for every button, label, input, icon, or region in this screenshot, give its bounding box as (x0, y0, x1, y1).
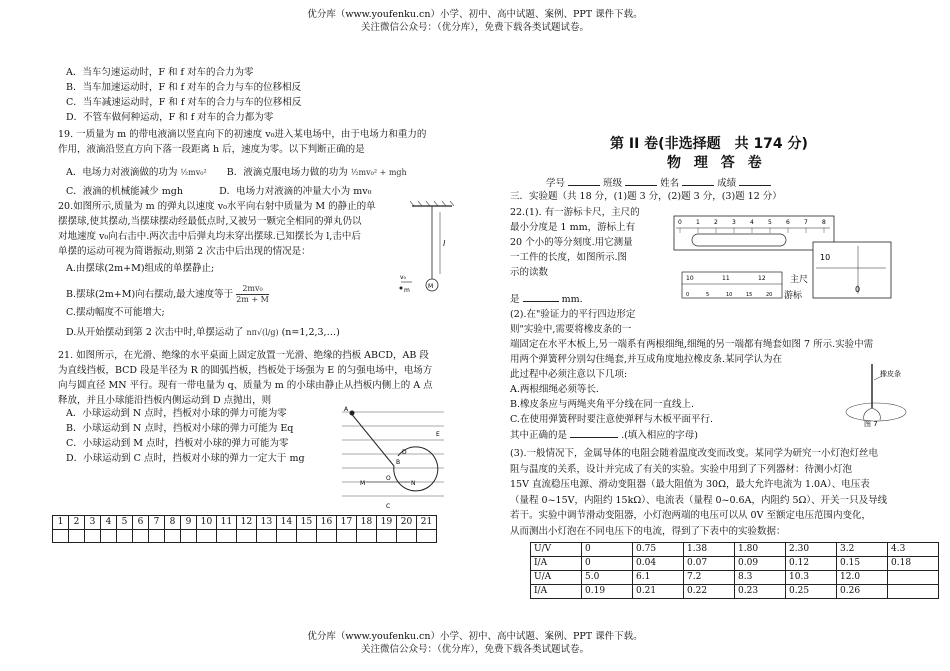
q21-line-2: 为直线挡板，BCD 段是半径为 R 的圆弧挡板，挡板处于场强为 E 的匀强电场中，电场方 (58, 365, 433, 376)
caliper-tick-8: 8 (822, 219, 826, 226)
answer-cell[interactable] (117, 530, 133, 543)
q22-3-line-6: 从而测出小灯泡在不同电压下的电流，得到了下表中的实验数据： (510, 525, 786, 537)
student-id-label: 学号 (546, 178, 566, 189)
answer-cell[interactable] (69, 530, 85, 543)
header-line-2: 关注微信公众号：（优分库），免费下载各类试题试卷。 (360, 22, 589, 33)
table-cell (888, 571, 939, 585)
q20-line-1: 20.如图所示,质量为 m 的弹丸以速度 v₀水平向右射中质量为 M 的静止的单 (58, 201, 376, 212)
data-table (530, 542, 939, 599)
table-cell: 2.30 (786, 543, 837, 557)
point-O: O (386, 475, 391, 482)
answer-number: 21 (417, 516, 437, 530)
q22-3-line-3: 15V 直流稳压电源、滑动变阻器（最大阻值为 30Ω，最大允许电流为 1.0A）、电压表 (510, 479, 870, 490)
barrier-field-figure (340, 404, 448, 510)
q19-line-1: 19. 一质量为 m 的带电液滴以竖直向下的初速度 v₀进入某电场中，由于电场力和重力的 (58, 129, 427, 140)
label-M: M (428, 283, 434, 290)
table-cell: 0.18 (888, 557, 939, 571)
table-cell: 0.23 (735, 585, 786, 599)
label-vernier-scale: 游标 (784, 291, 803, 301)
table-row (531, 557, 939, 571)
bullet (400, 287, 403, 290)
q19-option-d: D．电场力对液滴的冲量大小为 mv₀ (219, 186, 372, 197)
table-cell: U/V (531, 543, 582, 557)
vernier-sub-20: 20 (766, 292, 773, 298)
class-field[interactable] (625, 175, 657, 186)
answer-cell[interactable] (397, 530, 417, 543)
q22-2-line-5: 此过程中必须注意以下几项: (510, 369, 628, 380)
q21-option-d: D．小球运动到 C 点时，挡板对小球的弹力一定大于 mg (66, 453, 305, 464)
answer-cell[interactable] (377, 530, 397, 543)
q21-stem (58, 349, 433, 409)
footer-line-2: 关注微信公众号：（优分库），免费下载各类试题试卷。 (360, 644, 589, 655)
barrier-ab (350, 412, 394, 466)
table-cell: 1.38 (684, 543, 735, 557)
q18-option-d: D．不管车做何种运动，F 和 f 对车的合力都为零 (66, 112, 274, 123)
table-cell: 5.0 (582, 571, 633, 585)
table-cell: 0.07 (684, 557, 735, 571)
table-cell: 0.04 (633, 557, 684, 571)
table-cell: 4.3 (888, 543, 939, 557)
q21-option-b: B．小球运动到 N 点时，挡板对小球的弹力可能为 Eq (66, 423, 294, 434)
section-subtitle: 物 理 答 卷 (667, 155, 766, 171)
table-cell: 0.15 (837, 557, 888, 571)
answer-number: 19 (377, 516, 397, 530)
table-cell: 0.22 (684, 585, 735, 599)
q20-option-d-expr: nπ√(l/g) (246, 328, 279, 337)
q20-option-c: C.摆动幅度不可能增大; (66, 307, 165, 318)
score-label: 成绩 (717, 178, 737, 189)
q22-2-answer-row (510, 427, 873, 443)
section-title: 第 II 卷(非选择题 共 174 分) (610, 136, 808, 152)
point-A: A (344, 406, 349, 413)
q22-2-option-a: A.两根细绳必须等长. (510, 384, 599, 395)
answer-cell[interactable] (197, 530, 217, 543)
q19-option-cd (66, 185, 371, 198)
table-cell: 0.19 (582, 585, 633, 599)
caliper-tick-5: 5 (768, 219, 772, 226)
q19-option-a-expr: ½mv₀² (180, 168, 207, 177)
score-field[interactable] (739, 175, 771, 186)
q21-option-c: C．小球运动到 M 点时，挡板对小球的弹力可能为零 (66, 438, 289, 449)
q22-2-line-2: 则"实验中,需要将橡皮条的一 (510, 324, 632, 335)
pendulum-figure (398, 200, 464, 300)
page-header (0, 8, 950, 34)
caliper-tick-6: 6 (786, 219, 790, 226)
vernier-label-11: 11 (722, 275, 730, 282)
table-cell: 0.25 (786, 585, 837, 599)
label-v0: v₀ (400, 274, 406, 281)
label-m: m (404, 287, 410, 294)
q22-1-line-1: 22.(1). 有一游标卡尺，主尺的 (510, 207, 640, 218)
table-cell: U/A (531, 571, 582, 585)
q19-option-ab (66, 166, 407, 179)
answer-cell[interactable] (53, 530, 69, 543)
point-C: C (386, 503, 391, 510)
answer-grid (52, 515, 437, 543)
answer-cell[interactable] (237, 530, 257, 543)
table-row (531, 543, 939, 557)
point-B: B (396, 459, 401, 466)
q22-1-line-4: 一工件的长度，如图所示.图 (510, 252, 628, 263)
figure-7-caption: 图 7 (864, 420, 878, 428)
q22-2-tail: 其中正确的是 (510, 430, 568, 441)
table-cell: 12.0 (837, 571, 888, 585)
table-cell: 0.21 (633, 585, 684, 599)
q21-line-1: 21. 如图所示，在光滑、绝缘的水平桌面上固定放置一光滑、绝缘的挡板 ABCD，AB 段 (58, 350, 429, 361)
caliper-tick-3: 3 (732, 219, 736, 226)
q20-option-d: D.从开始摆动到第 2 次击中时,单摆运动了 (66, 327, 244, 338)
q21-line-3: 向与圆直径 MN 平行。现有一带电量为 q、质量为 m 的小球由静止从挡板内侧上的 A 点 (58, 380, 433, 391)
table-row (531, 585, 939, 599)
caliper-tick-7: 7 (804, 219, 808, 226)
micrometer-figure (812, 238, 894, 304)
micrometer-sleeve (813, 242, 891, 298)
table-cell (888, 585, 939, 599)
answer-number: 6 (133, 516, 149, 530)
answer-cell[interactable] (85, 530, 101, 543)
answer-cell[interactable] (133, 530, 149, 543)
vernier-label-10: 10 (686, 275, 694, 282)
q22-2-line-3: 端固定在水平木板上,另一端系有两根细绳,细绳的另一端都有绳套如图 7 所示.实验中需 (510, 339, 874, 350)
answer-number: 7 (149, 516, 165, 530)
q20-option-a: A.由摆球(2m+M)组成的单摆静止; (66, 263, 215, 274)
answer-cell[interactable] (417, 530, 437, 543)
caliper-tick-2: 2 (714, 219, 718, 226)
caliper-workpiece (692, 234, 786, 246)
answer-cell[interactable] (297, 530, 317, 543)
table-cell: 8.3 (735, 571, 786, 585)
answer-number: 20 (397, 516, 417, 530)
q22-2-text (510, 307, 873, 443)
q18-options (66, 66, 301, 126)
answer-cell[interactable] (317, 530, 337, 543)
table-row (531, 571, 939, 585)
table-cell: I/A (531, 585, 582, 599)
vernier-sub-5: 5 (706, 292, 710, 298)
ceiling (410, 201, 454, 206)
answer-number: 4 (101, 516, 117, 530)
answer-number: 3 (85, 516, 101, 530)
q21-line-4: 释放，并且小球能沿挡板内侧运动到 D 点抛出，则 (58, 395, 272, 406)
q20-option-b: B.摆球(2m+M)向右摆动,最大速度等于 (66, 289, 234, 300)
q20-line-2: 摆摆球,使其摆动,当摆球摆动经最低点时,又被另一颗完全相同的弹丸仍以 (58, 216, 362, 227)
answer-number: 1 (53, 516, 69, 530)
answer-number: 12 (237, 516, 257, 530)
page-footer (0, 630, 950, 656)
vernier-label-12: 12 (758, 275, 766, 282)
micrometer-label-10: 10 (820, 253, 831, 262)
q20-fraction-num: 2mv₀ (236, 284, 269, 295)
q22-2-tail2: .(填入相应的字母) (621, 430, 699, 441)
q19-stem (58, 128, 426, 158)
answer-number: 2 (69, 516, 85, 530)
q22-2-option-c: C.在使用弹簧秤时要注意使弹秤与木板平面平行. (510, 414, 713, 425)
table-cell: 0 (582, 557, 633, 571)
label-rubber-band: 橡皮条 (880, 370, 901, 378)
point-N: N (411, 480, 416, 487)
q22-1-text (510, 205, 640, 280)
answer-cell[interactable] (165, 530, 181, 543)
section-3-heading: 三．实验题（共 18 分，(1)题 3 分，(2)题 3 分，(3)题 12 分） (510, 191, 782, 202)
header-line-1: 优分库（www.youfenku.cn）小学、初中、高中试题、案例、PPT 课件下载。 (307, 9, 643, 20)
q21-options (66, 407, 305, 467)
field-label-E: E (436, 431, 440, 438)
table-cell: I/A (531, 557, 582, 571)
table-cell: 0.12 (786, 557, 837, 571)
q18-option-a: A．当车匀速运动时，F 和 f 对车的合力为零 (66, 67, 254, 78)
answer-cell[interactable] (149, 530, 165, 543)
board (846, 403, 906, 421)
field-lines (342, 412, 444, 496)
rubber-band-figure (842, 358, 912, 428)
q22-2-option-b: B.橡皮条应与两绳夹角平分线在同一直线上. (510, 399, 695, 410)
answer-number: 18 (357, 516, 377, 530)
answer-blank-row (53, 530, 437, 543)
q22-1-answer-row (510, 291, 583, 306)
label-main-scale: 主尺 (790, 275, 809, 285)
table-cell: 10.3 (786, 571, 837, 585)
barrier-arc-bcd (394, 447, 438, 491)
q20-fraction-den: 2m + M (236, 295, 269, 304)
q18-option-b: B．当车加速运动时，F 和 f 对车的合力与车的位移相反 (66, 82, 302, 93)
point-M: M (360, 480, 366, 487)
answer-cell[interactable] (217, 530, 237, 543)
answer-number: 15 (297, 516, 317, 530)
q21-option-a: A．小球运动到 N 点时，挡板对小球的弹力可能为零 (66, 408, 287, 419)
q19-option-b: B．液滴克服电场力做的功为 (226, 167, 348, 178)
student-info (546, 175, 771, 190)
q20-stem (58, 200, 376, 260)
footer-line-1: 优分库（www.youfenku.cn）小学、初中、高中试题、案例、PPT 课件下载。 (307, 631, 643, 642)
table-cell: 3.2 (837, 543, 888, 557)
answer-number-row (53, 516, 437, 530)
table-cell: 0.26 (837, 585, 888, 599)
micrometer-label-0: 0 (855, 285, 861, 294)
q22-1-unit: mm. (561, 294, 583, 305)
table-cell: 1.80 (735, 543, 786, 557)
table-cell: 0 (582, 543, 633, 557)
q20-line-4: 单摆的运动可视为简谐振动,则第 2 次击中后出现的情况是： (58, 246, 311, 257)
q22-3-text (510, 446, 887, 539)
caliper-tick-0: 0 (678, 219, 682, 226)
answer-number: 5 (117, 516, 133, 530)
answer-cell[interactable] (101, 530, 117, 543)
q20-line-3: 对地速度 v₀向右击中.两次击中后弹丸均未穿出摆球.已知摆长为 l,击中后 (58, 231, 361, 242)
vernier-sub-10: 10 (726, 292, 733, 298)
q22-1-line-2: 最小分度是 1 mm，游标上有 (510, 222, 636, 233)
string-loops (864, 408, 881, 420)
q19-option-b-expr: ½mv₀² + mgh (350, 168, 407, 177)
answer-number: 10 (197, 516, 217, 530)
vernier-sub-15: 15 (746, 292, 753, 298)
answer-cell[interactable] (181, 530, 197, 543)
caliper-tick-1: 1 (696, 219, 700, 226)
ball (350, 411, 355, 416)
answer-number: 13 (257, 516, 277, 530)
answer-number: 9 (181, 516, 197, 530)
table-cell: 0.75 (633, 543, 684, 557)
q22-2-line-1: (2).在"验证力的平行四边形定 (510, 309, 636, 320)
answer-cell[interactable] (277, 530, 297, 543)
q19-option-a: A．电场力对液滴做的功为 (66, 167, 178, 178)
q20-fraction (236, 284, 269, 305)
q22-2-line-4: 用两个弹簧秤分别勾住绳套,并互成角度地拉橡皮条.某同学认为在 (510, 354, 783, 365)
name-field[interactable] (682, 175, 714, 186)
q22-1-line-5: 示的读数 (510, 267, 549, 278)
answer-number: 16 (317, 516, 337, 530)
q20-option-d-row (66, 326, 340, 339)
label-l: l (443, 239, 446, 248)
table-cell: 7.2 (684, 571, 735, 585)
answer-cell[interactable] (357, 530, 377, 543)
name-label: 姓名 (660, 178, 680, 189)
vernier-sub-0: 0 (686, 292, 690, 298)
answer-number: 8 (165, 516, 181, 530)
q22-3-line-1: (3).一般情况下，金属导体的电阻会随着温度改变而改变。某同学为研究一小灯泡灯丝电 (510, 448, 878, 459)
answer-cell[interactable] (257, 530, 277, 543)
q20-option-b-row (66, 284, 269, 305)
q19-line-2: 作用，液滴沿竖直方向下落一段距离 h 后，速度为零。以下判断正确的是 (58, 144, 365, 155)
q22-3-line-4: （量程 0~15V，内阻约 15kΩ）、电流表（量程 0~0.6A，内阻约 5Ω）、开关一只及导线 (510, 494, 888, 506)
q18-option-c: C．当车减速运动时，F 和 f 对车的合力与车的位移相反 (66, 97, 302, 108)
student-id-field[interactable] (568, 175, 600, 186)
class-label: 班级 (603, 178, 623, 189)
q19-option-c: C．液滴的机械能减少 mgh (66, 186, 183, 197)
answer-number: 17 (337, 516, 357, 530)
q22-1-answer-field[interactable] (523, 291, 559, 302)
q20-option-d-tail: (n=1,2,3,…) (281, 327, 340, 338)
q22-3-line-2: 阻与温度的关系，设计并完成了有关的实验。实验中用到了下列器材：待测小灯泡 (510, 463, 853, 475)
point-D: D (402, 449, 407, 456)
table-cell: 0.09 (735, 557, 786, 571)
q22-3-line-5: 若干。实验中调节滑动变阻器，小灯泡两端的电压可以从 0V 至额定电压范围内变化， (510, 510, 871, 521)
q22-1-line-3: 20 个小的等分刻度.用它测量 (510, 237, 633, 248)
q22-1-answer-label: 是 (510, 294, 520, 305)
caliper-tick-4: 4 (750, 219, 754, 226)
table-cell: 6.1 (633, 571, 684, 585)
answer-number: 14 (277, 516, 297, 530)
answer-cell[interactable] (337, 530, 357, 543)
answer-number: 11 (217, 516, 237, 530)
q22-2-answer-field[interactable] (570, 427, 618, 438)
